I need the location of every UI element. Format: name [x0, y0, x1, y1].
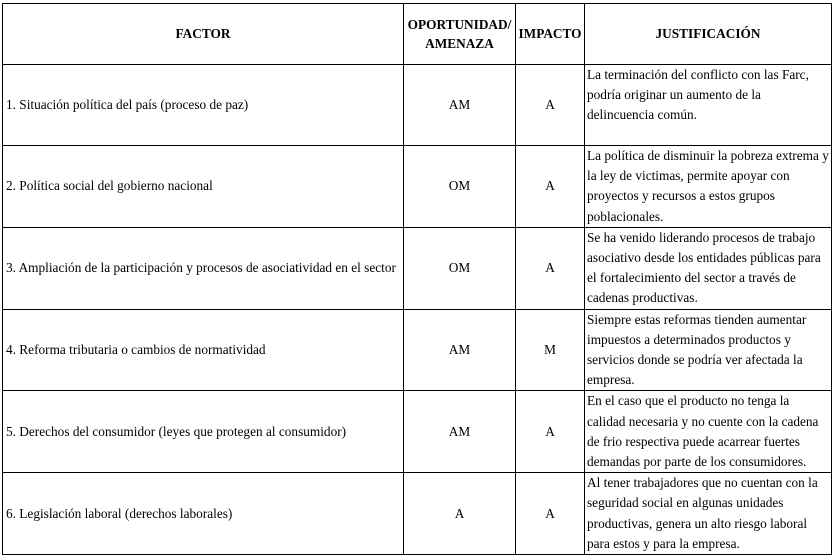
justification-cell: En el caso que el producto no tenga la calidad necesaria y no cuente con la cadena de frio respectiva puede acarrear fuertes demandas por parte de los consumidores. [585, 391, 832, 473]
opportunity-threat-cell: AM [404, 65, 516, 146]
table-row [3, 309, 832, 391]
opportunity-threat-cell: OM [404, 227, 516, 309]
table-row [3, 473, 832, 555]
opportunity-threat-cell: A [404, 473, 516, 555]
table-row [3, 391, 832, 473]
impact-cell: A [516, 473, 585, 555]
factor-cell: 1. Situación política del país (proceso de paz) [3, 65, 404, 146]
opportunity-threat-cell: AM [404, 309, 516, 391]
impact-cell: A [516, 146, 585, 228]
factor-cell: 5. Derechos del consumidor (leyes que protegen al consumidor) [3, 391, 404, 473]
impact-cell: A [516, 65, 585, 146]
factor-cell: 2. Política social del gobierno nacional [3, 146, 404, 228]
impact-cell: M [516, 309, 585, 391]
table-row [3, 146, 832, 228]
factor-cell: 6. Legislación laboral (derechos laborales) [3, 473, 404, 555]
opportunity-threat-cell: OM [404, 146, 516, 228]
factor-analysis-table [2, 3, 832, 555]
header-opportunity-threat [404, 4, 516, 65]
justification-cell: Se ha venido liderando procesos de trabajo asociativo desde los entidades públicas para el fortalecimiento del sector a través de cadenas productivas. [585, 227, 832, 309]
header-opportunity-line2: AMENAZA [425, 36, 494, 51]
header-row [3, 4, 832, 65]
justification-cell: La terminación del conflicto con las Farc, podría originar un aumento de la delincuencia común. [585, 65, 832, 146]
impact-cell: A [516, 391, 585, 473]
header-justification: JUSTIFICACIÓN [585, 4, 832, 65]
table-row [3, 65, 832, 146]
impact-cell: A [516, 227, 585, 309]
header-impact: IMPACTO [516, 4, 585, 65]
justification-cell: Siempre estas reformas tienden aumentar impuestos a determinados productos y servicios donde se podría ver afectada la empresa. [585, 309, 832, 391]
opportunity-threat-cell: AM [404, 391, 516, 473]
factor-cell: 3. Ampliación de la participación y procesos de asociatividad en el sector [3, 227, 404, 309]
factor-cell: 4. Reforma tributaria o cambios de normatividad [3, 309, 404, 391]
header-opportunity-line1: OPORTUNIDAD/ [407, 17, 512, 32]
header-factor: FACTOR [3, 4, 404, 65]
table-row [3, 227, 832, 309]
justification-cell: La política de disminuir la pobreza extrema y la ley de victimas, permite apoyar con proyectos y recursos a estos grupos poblacionales. [585, 146, 832, 228]
justification-cell: Al tener trabajadores que no cuentan con la seguridad social en algunas unidades productivas, genera un alto riesgo laboral para estos y para la empresa. [585, 473, 832, 555]
